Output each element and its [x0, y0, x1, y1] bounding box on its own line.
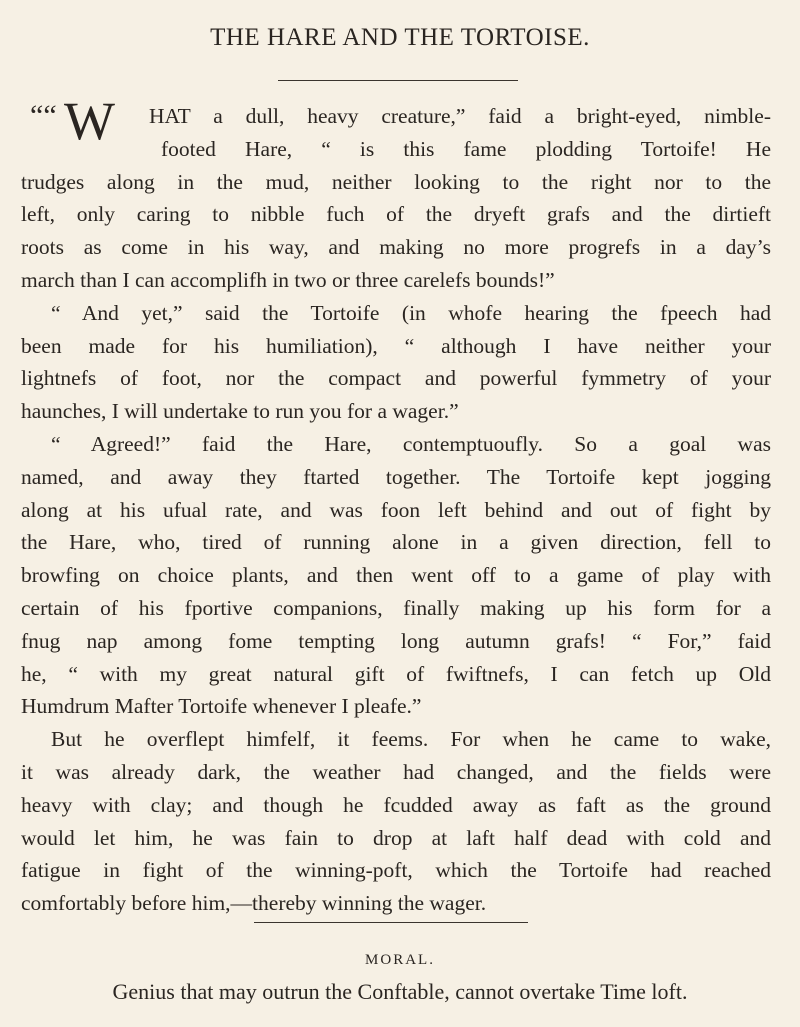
text-line: heavy with clay; and though he fcudded away as faft as the ground [21, 792, 771, 817]
text-line: along at his ufual rate, and was foon left behind and out of fight by [21, 497, 771, 522]
text-line: the Hare, who, tired of running alone in a given direction, fell to [21, 530, 771, 555]
text-line: certain of his fportive companions, finally making up his form for a [21, 595, 771, 620]
drop-cap: W [64, 91, 114, 151]
text-line: it was already dark, the weather had changed, and the fields were [21, 759, 771, 784]
text-line: footed Hare, “ is this fame plodding Tortoife! He [161, 136, 771, 161]
moral-text: Genius that may outrun the Conftable, cannot overtake Time loft. [112, 979, 688, 1004]
opening-quote-mark: ““ [30, 99, 57, 132]
page-title: THE HARE AND THE TORTOISE. [210, 24, 590, 51]
text-line: fnug nap among fome tempting long autumn grafs! “ For,” faid [21, 628, 771, 653]
story-body [21, 100, 771, 920]
text-line: fatigue in fight of the winning-poft, which the Tortoife had reached [21, 858, 771, 883]
text-line: march than I can accomplifh in two or three carelefs bounds!” [21, 267, 555, 292]
text-line: haunches, I will undertake to run you for a wager.” [21, 399, 459, 424]
text-line: would let him, he was fain to drop at laft half dead with cold and [21, 825, 771, 850]
text-line: he, “ with my great natural gift of fwiftnefs, I can fetch up Old [21, 661, 771, 686]
text-line: left, only caring to nibble fuch of the dryeft grafs and the dirtieft [21, 202, 771, 227]
text-line: HAT a dull, heavy creature,” faid a bright-eyed, nimble- [149, 104, 771, 128]
text-line: trudges along in the mud, neither looking to the right nor to the [21, 169, 771, 194]
text-line: But he overflept himfelf, it feems. For when he came to wake, [51, 727, 771, 752]
title-divider [278, 80, 518, 81]
moral-heading: MORAL. [365, 952, 435, 968]
text-line: lightnefs of foot, nor the compact and powerful fymmetry of your [21, 366, 771, 391]
text-line: “ Agreed!” faid the Hare, contemptuoufly. So a goal was [51, 431, 771, 456]
text-line: roots as come in his way, and making no more progrefs in a day’s [21, 235, 771, 260]
text-line: named, and away they ftarted together. The Tortoife kept jogging [21, 464, 771, 489]
text-line: comfortably before him,—thereby winning the wager. [21, 891, 487, 916]
moral-divider [254, 922, 528, 923]
text-line: Humdrum Mafter Tortoife whenever I pleafe.” [21, 694, 422, 719]
text-line: “ And yet,” said the Tortoife (in whofe hearing the fpeech had [51, 300, 771, 325]
text-line: browfing on choice plants, and then went off to a game of play with [21, 563, 771, 588]
text-line: been made for his humiliation), “ although I have neither your [21, 333, 771, 358]
